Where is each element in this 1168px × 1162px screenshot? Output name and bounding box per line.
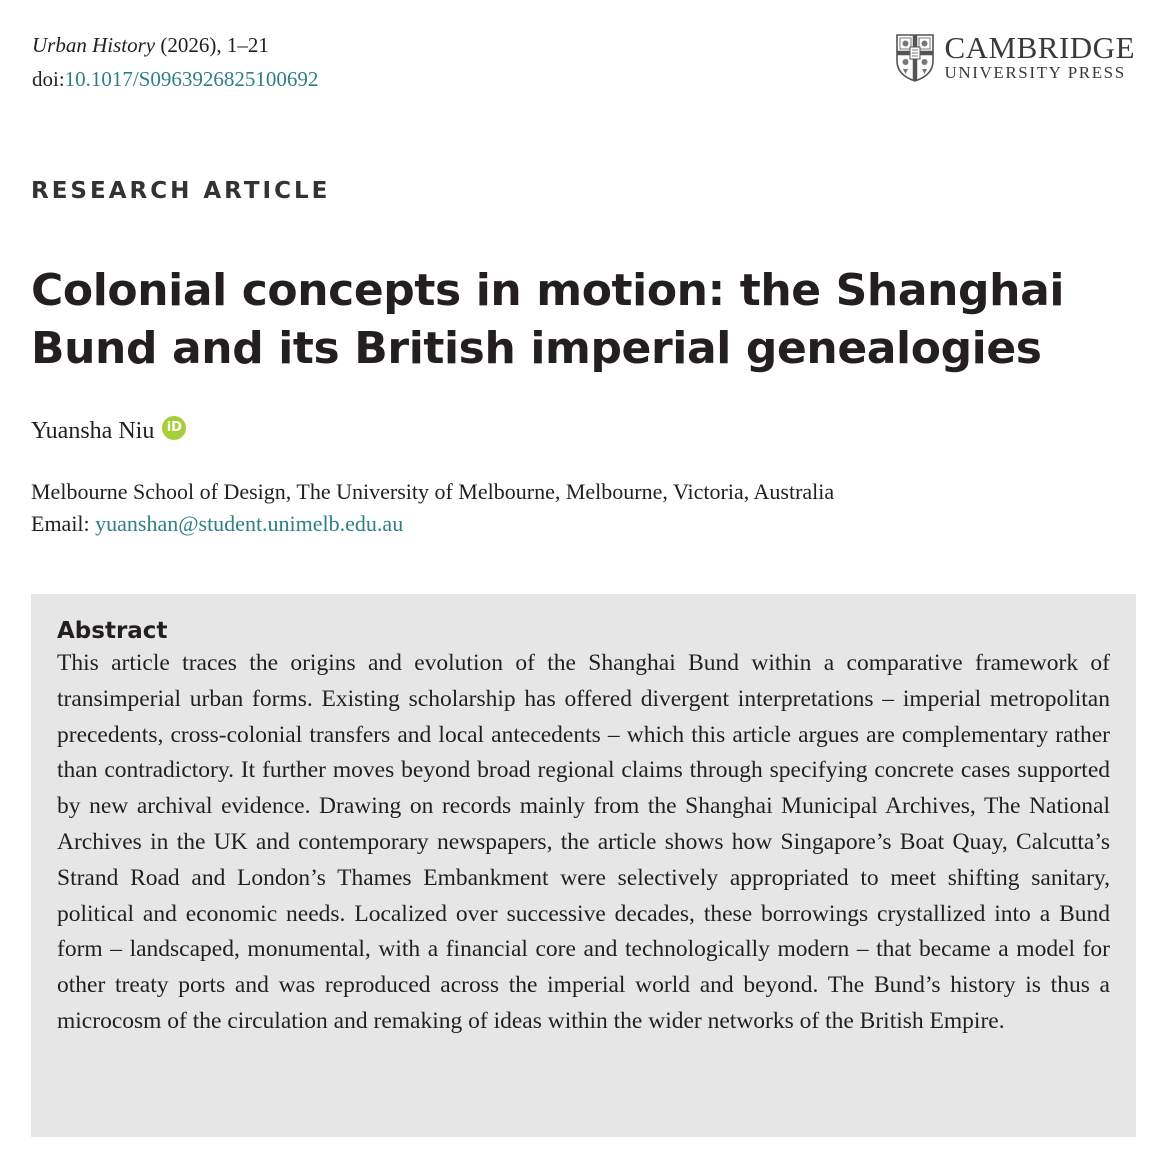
journal-citation xyxy=(32,28,318,96)
author-line xyxy=(31,418,186,445)
abstract-box xyxy=(31,594,1136,1137)
affiliation: Melbourne School of Design, The University of Melbourne, Melbourne, Victoria, Australia xyxy=(31,479,835,504)
abstract-text: This article traces the origins and evolution of the Shanghai Bund within a comparative framework of transimperial urban forms. Existing scholarship has offered divergent interpretations – imperial metropolitan precedents, cross-colonial transfers and local antecedents – which this article argues are complementary rather than contradictory. It further moves beyond broad regional claims through specifying concrete cases supported by new archival evidence. Drawing on records mainly from the Shanghai Municipal Archives, The National Archives in the UK and contemporary newspapers, the article shows how Singapore’s Boat Quay, Calcutta’s Strand Road and London’s Thames Embankment were selectively appropriated to meet shifting sanitary, political and economic needs. Localized over successive decades, these borrowings crystallized into a Bund form – landscaped, monumental, with a financial core and technologically modern – that became a model for other treaty ports and was reproduced across the imperial world and beyond. The Bund’s history is thus a microcosm of the circulation and remaking of ideas within the wider networks of the British Empire. xyxy=(57,650,1110,1034)
publisher-logo[interactable] xyxy=(895,30,1135,83)
email-line xyxy=(31,508,834,540)
journal-line xyxy=(32,28,318,62)
author-name: Yuansha Niu xyxy=(31,418,155,444)
publisher-name-line2: UNIVERSITY PRESS xyxy=(944,63,1126,82)
orcid-icon[interactable]: iD xyxy=(162,416,186,440)
email-link[interactable]: yuanshan@student.unimelb.edu.au xyxy=(95,511,404,536)
affiliation-block xyxy=(31,476,834,540)
university-shield-icon xyxy=(895,33,935,83)
abstract-heading: Abstract xyxy=(57,618,168,644)
publisher-name-line1: CAMBRIDGE xyxy=(944,30,1135,65)
publisher-name xyxy=(944,30,1135,83)
journal-year-pages: (2026), 1–21 xyxy=(155,33,269,57)
journal-name: Urban History xyxy=(32,33,156,57)
doi-link[interactable]: 10.1017/S0963926825100692 xyxy=(64,67,319,91)
doi-prefix: doi: xyxy=(32,67,65,91)
article-title: Colonial concepts in motion: the Shanghai Bund and its British imperial genealogies xyxy=(31,265,1065,374)
article-type-label: RESEARCH ARTICLE xyxy=(31,178,331,204)
email-label: Email: xyxy=(31,511,96,536)
doi-line xyxy=(32,62,318,96)
